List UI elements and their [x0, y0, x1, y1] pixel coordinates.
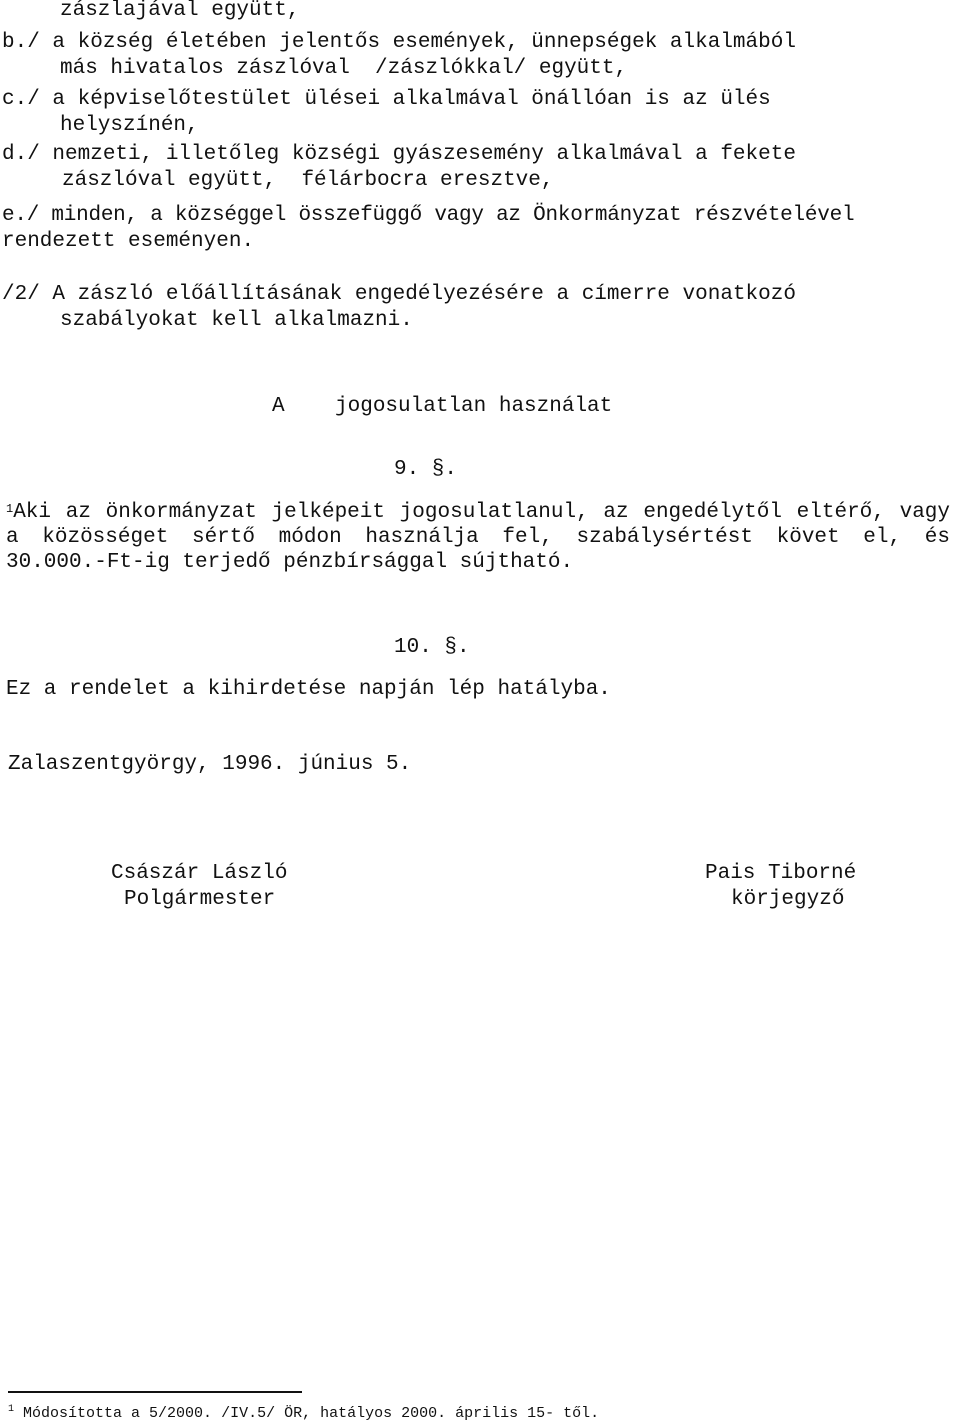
signature-left-title: Polgármester	[124, 888, 276, 911]
section-10-number: 10. §.	[394, 636, 470, 659]
signature-right-title: körjegyző	[731, 888, 845, 911]
list-item-a-continuation: zászlajával együtt,	[60, 0, 300, 22]
section-9-heading: A jogosulatlan használat	[272, 395, 613, 418]
list-item-b-line2: más hivatalos zászlóval /zászlókkal/ együtt,	[60, 57, 628, 80]
paragraph-2-line2: szabályokat kell alkalmazni.	[60, 309, 413, 332]
footnote-divider	[8, 1391, 302, 1393]
list-item-c-line2: helyszínén,	[60, 114, 199, 137]
paragraph-2-line1: /2/ A zászló előállításának engedélyezésére a címerre vonatkozó	[2, 283, 796, 306]
section-9-number: 9. §.	[394, 458, 458, 481]
list-item-e-line2: rendezett eseményen.	[2, 230, 255, 253]
list-item-e-line1: e./ minden, a községgel összefüggő vagy az Önkormányzat részvételével	[2, 204, 855, 227]
footnote	[8, 1404, 599, 1424]
list-item-d-line1: d./ nemzeti, illetőleg községi gyászesemény alkalmával a fekete	[2, 143, 796, 166]
section-9-text	[6, 500, 950, 575]
section-10-text: Ez a rendelet a kihirdetése napján lép hatályba.	[6, 678, 611, 701]
footnote-reference[interactable]: 1	[6, 502, 14, 516]
footnote-text: Módosította a 5/2000. /IV.5/ ÖR, hatályos 2000. április 15- től.	[23, 1405, 600, 1422]
place-date: Zalaszentgyörgy, 1996. június 5.	[8, 753, 412, 776]
signature-right-name: Pais Tiborné	[705, 862, 857, 885]
list-item-d-line2: zászlóval együtt, félárbocra eresztve,	[62, 169, 554, 192]
list-item-b-line1: b./ a község életében jelentős események, ünnepségek alkalmából	[2, 31, 796, 54]
section-9-body: Aki az önkormányzat jelképeit jogosulatlanul, az engedélytől eltérő, vagy a közösséget sértő módon használja fel, szabálysértést követ el, és 30.000.-Ft-ig terjedő pénzbírsággal sújtható.	[6, 501, 950, 574]
list-item-c-line1: c./ a képviselőtestület ülései alkalmával önállóan is az ülés	[2, 88, 771, 111]
signature-left-name: Császár László	[111, 862, 288, 885]
footnote-mark: 1	[8, 1404, 15, 1415]
